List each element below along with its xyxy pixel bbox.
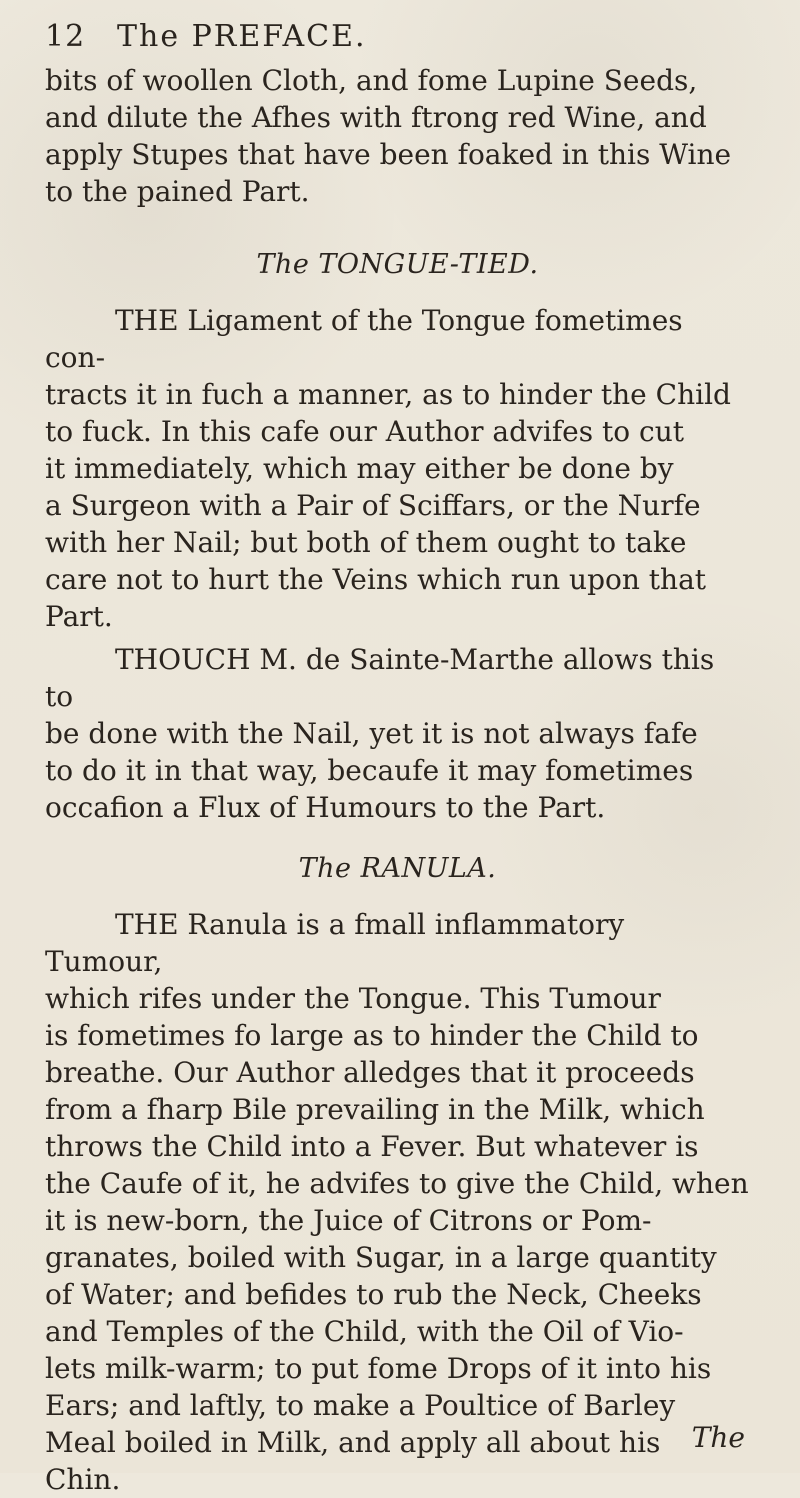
running-head: The PREFACE. <box>117 19 367 54</box>
paragraph-1: bits of woollen Cloth, and fome Lupine Seeds, and dilute the Afhes with ftrong red Wine, and apply Stupes that have been foaked in this Wine to the pained Part. <box>45 64 732 208</box>
page-content <box>45 62 750 1498</box>
paragraph-4: THE Ranula is a fmall inflammatory Tumour, which rifes under the Tongue. This Tumour is fometimes fo large as to hinder the Child to breathe. Our Author alledges that it proceeds from a fharp Bile prevailing in the Milk, which throws the Child into a Fever. But whatever is the Caufe of it, he advifes to give the Child, when it is new-born, the Juice of Citrons or Pom- granates, boiled with Sugar, in a large quantity of Water; and befides to rub the Neck, Cheeks and Temples of the Child, with the Oil of Vio- lets milk-warm; to put fome Drops of it into his Ears; and laftly, to make a Poultice of Barley Meal boiled in Milk, and apply all about his Chin. <box>45 908 749 1496</box>
paragraph-3: THOUCH M. de Sainte-Marthe allows this to be done with the Nail, yet it is not always fafe to do it in that way, becaufe it may fometimes occafion a Flux of Humours to the Part. <box>45 643 715 824</box>
page-number: 12 <box>45 19 86 54</box>
catchword: The <box>691 1421 745 1454</box>
spacing-1 <box>45 210 750 222</box>
page-header <box>45 16 745 58</box>
section-heading-ranula: The RANULA. <box>298 853 497 884</box>
paragraph-2: THE Ligament of the Tongue fometimes con- tracts it in fuch a manner, as to hinder the Child to fuck. In this cafe our Author advifes to cut it immediately, which may either be done by a Surgeon with a Pair of Sciffars, or the Nurfe with her Nail; but both of them ought to take care not to hurt the Veins which run upon that Part. <box>45 304 731 633</box>
section-heading-tongue-tied: The TONGUE-TIED. <box>256 249 539 280</box>
